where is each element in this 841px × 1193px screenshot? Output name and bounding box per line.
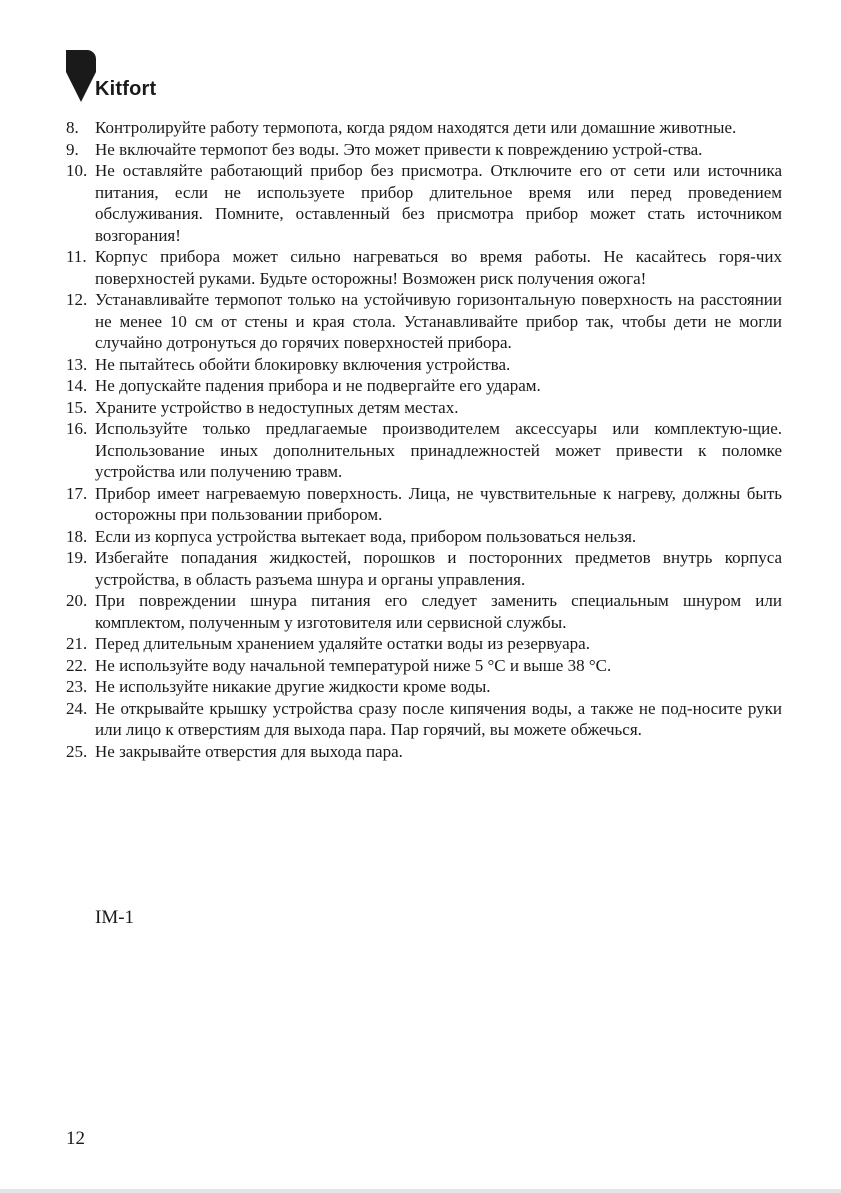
list-item [66,655,782,677]
item-text: Прибор имеет нагреваемую поверхность. Лица, не чувствительные к нагреву, должны быть осторожны при пользовании прибором. [95,483,782,524]
item-number: 19. [66,548,88,567]
list-item [66,139,782,161]
list-item [66,117,782,139]
item-text: Не оставляйте работающий прибор без присмотра. Отключите его от сети или источника питания, если не используете прибор длительное время или перед проведением обслуживания. Помните, оставленный без присмотра прибор может стать источником возгорания! [95,161,782,245]
item-number: 15. [66,397,88,417]
item-text: Избегайте попадания жидкостей, порошков и посторонних предметов внутрь корпуса устройства, в область разъема шнура и органы управления. [95,548,782,589]
list-item [66,526,782,548]
item-text: Устанавливайте термопот только на устойчивую горизонтальную поверхность на расстоянии не менее 10 см от стены и края стола. Устанавливайте прибор так, чтобы дети не могли случайно дотронуться до горячих поверхностей прибора. [95,290,782,352]
brand-name: Kitfort [95,78,157,100]
bottom-rule [0,1189,841,1193]
item-text: Не используйте никакие другие жидкости кроме воды. [95,677,491,696]
item-number: 23. [66,677,88,696]
item-number: 16. [66,419,88,438]
list-item [66,547,782,590]
list-item [66,483,782,526]
item-number: 17. [66,483,88,503]
item-text: Храните устройство в недоступных детям местах. [95,397,459,417]
list-item [66,741,782,763]
item-text: Используйте только предлагаемые производителем аксессуары или комплектую-щие. Использование иных дополнительных принадлежностей может привести к поломке устройства или получению травм. [95,419,782,481]
page-number: 12 [66,1128,85,1149]
item-number: 9. [66,139,79,159]
item-text: При повреждении шнура питания его следует заменить специальным шнуром или комплектом, полученным у изготовителя или сервисной службы. [95,591,782,632]
item-text: Не допускайте падения прибора и не подвергайте его ударам. [95,376,541,395]
item-number: 13. [66,354,88,374]
list-item [66,160,782,246]
item-text: Если из корпуса устройства вытекает вода, прибором пользоваться нельзя. [95,526,637,546]
item-number: 18. [66,526,88,546]
item-text: Контролируйте работу термопота, когда рядом находятся дети или домашние животные. [95,118,737,137]
model-code: IM-1 [95,907,135,928]
safety-instructions-list [66,117,782,762]
list-item [66,698,782,741]
item-number: 11. [66,247,87,266]
item-number: 25. [66,741,88,761]
list-item [66,633,782,655]
list-item [66,289,782,354]
list-item [66,375,782,397]
list-item [66,354,782,376]
list-item [66,590,782,633]
item-text: Корпус прибора может сильно нагреваться во время работы. Не касайтесь горя-чих поверхностей руками. Будьте осторожны! Возможен риск получения ожога! [95,247,782,288]
item-text: Не закрывайте отверстия для выхода пара. [95,741,403,761]
item-number: 20. [66,591,88,610]
list-item [66,418,782,483]
item-number: 10. [66,161,88,180]
item-number: 21. [66,634,88,653]
item-number: 24. [66,698,88,718]
brand-logo [66,50,186,102]
item-text: Перед длительным хранением удаляйте остатки воды из резервуара. [95,634,590,653]
item-text: Не используйте воду начальной температурой ниже 5 °С и выше 38 °С. [95,655,612,675]
list-item [66,246,782,289]
item-text: Не пытайтесь обойти блокировку включения устройства. [95,354,511,374]
item-number: 12. [66,290,88,309]
item-text: Не открывайте крышку устройства сразу после кипячения воды, а также не под-носите руки или лицо к отверстиям для выхода пара. Пар горячий, вы можете обжечься. [95,698,782,739]
item-number: 22. [66,655,88,675]
list-item [66,397,782,419]
item-text: Не включайте термопот без воды. Это может привести к повреждению устрой-ства. [95,139,703,159]
kitfort-logo-icon [66,50,96,102]
item-number: 8. [66,118,79,137]
list-item [66,676,782,698]
item-number: 14. [66,376,88,395]
